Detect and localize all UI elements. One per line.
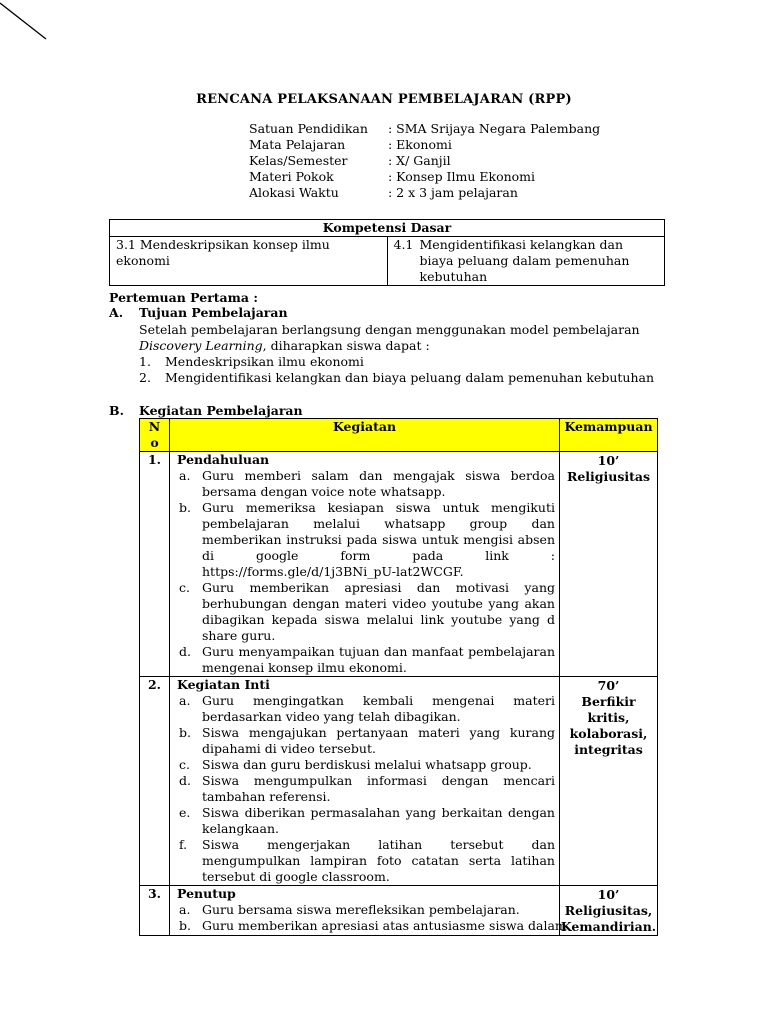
- list-item-number: 1.: [139, 354, 151, 369]
- list-item-text: Mendeskripsikan ilmu ekonomi: [165, 354, 364, 369]
- table-row: [140, 677, 658, 886]
- time-allocation: 10’: [597, 453, 620, 468]
- row-number: 3.: [140, 886, 170, 936]
- document-title: RENCANA PELAKSANAAN PEMBELAJARAN (RPP): [196, 92, 572, 107]
- identity-row: [249, 153, 600, 169]
- activity-item: a. Guru memberi salam dan mengajak siswa berdoa bersama dengan voice note whatsapp.: [179, 468, 555, 499]
- header-kemampuan: Kemampuan: [560, 419, 658, 452]
- list-item-text: Mengidentifikasi kelangkan dan biaya peluang dalam pemenuhan kebutuhan: [165, 370, 654, 385]
- header-kegiatan: Kegiatan: [170, 419, 560, 452]
- identity-label: Kelas/Semester: [249, 153, 348, 168]
- kompetensi-right-number: 4.1: [393, 237, 414, 252]
- row-number: 1.: [140, 452, 170, 677]
- identity-value: : X/ Ganjil: [388, 153, 451, 168]
- section-b-heading: [109, 403, 303, 418]
- section-a-marker: A.: [109, 305, 124, 320]
- identity-value: : Konsep Ilmu Ekonomi: [388, 169, 536, 184]
- time-allocation: 10’: [597, 887, 620, 902]
- skills-cell: [560, 452, 658, 677]
- phase-title: Pendahuluan: [177, 452, 270, 467]
- activity-cell: [170, 452, 560, 677]
- identity-row: [249, 121, 600, 137]
- kompetensi-left: 3.1 Mendeskripsikan konsep ilmu ekonomi: [110, 237, 388, 286]
- goal-intro-rest: , diharapkan siswa dapat :: [262, 338, 430, 353]
- identity-value: : Ekonomi: [388, 137, 452, 152]
- activity-item: b. Guru memberikan apresiasi atas antusiasme siswa dalam: [179, 918, 567, 933]
- identity-label: Mata Pelajaran: [249, 137, 346, 152]
- kompetensi-dasar-header: Kompetensi Dasar: [110, 220, 665, 237]
- section-a-heading: [109, 305, 288, 320]
- identity-row: [249, 137, 600, 153]
- identity-value: : 2 x 3 jam pelajaran: [388, 185, 518, 200]
- list-item: [139, 354, 654, 370]
- identity-row: [249, 169, 600, 185]
- identity-value: : SMA Srijaya Negara Palembang: [388, 121, 601, 136]
- kompetensi-right-text: Mengidentifikasi kelangkan dan biaya peluang dalam pemenuhan kebutuhan: [419, 237, 630, 284]
- identity-block: [249, 121, 600, 201]
- header-no: N o: [140, 419, 170, 452]
- activity-item: c. Guru memberikan apresiasi dan motivasi yang berhubungan dengan materi video youtube yang akan dibagikan kepada siswa melalui link youtube yang d share guru.: [179, 580, 555, 643]
- model-name: Discovery Learning: [139, 338, 263, 353]
- time-allocation: 70’: [597, 678, 620, 693]
- identity-label: Satuan Pendidikan: [249, 121, 368, 136]
- skill-label: Religiusitas,: [564, 903, 653, 918]
- section-a-title: Tujuan Pembelajaran: [139, 305, 288, 320]
- identity-row: [249, 185, 600, 201]
- table-row: [140, 886, 658, 936]
- activity-item: a. Guru bersama siswa merefleksikan pembelajaran.: [179, 902, 520, 917]
- skill-label: kolaborasi,: [569, 726, 648, 741]
- activity-item: c. Siswa dan guru berdiskusi melalui whatsapp group.: [179, 757, 532, 772]
- section-b-title: Kegiatan Pembelajaran: [139, 403, 303, 418]
- skill-label: integritas: [574, 742, 643, 757]
- list-item: [139, 370, 654, 386]
- goal-intro-line-2: [139, 338, 430, 354]
- activity-cell: [170, 677, 560, 886]
- activity-table: [139, 418, 658, 936]
- phase-title: Penutup: [177, 886, 236, 901]
- activity-item: b. Guru memeriksa kesiapan siswa untuk mengikuti pembelajaran melalui whatsapp group dan memberikan instruksi pada siswa untuk mengisi absen di google form pada link : https://forms.gle/d/1j3BNi_pU-lat2WCGF.: [179, 500, 555, 579]
- activity-item: f. Siswa mengerjakan latihan tersebut dan mengumpulkan lampiran foto catatan serta latihan tersebut di google classroom.: [179, 837, 555, 884]
- kompetensi-dasar-table: [109, 219, 665, 286]
- corner-fold-line: [0, 0, 60, 50]
- skill-label: Religiusitas: [566, 469, 651, 484]
- activity-item: b. Siswa mengajukan pertanyaan materi yang kurang dipahami di video tersebut.: [179, 725, 555, 756]
- activity-item: e. Siswa diberikan permasalahan yang berkaitan dengan kelangkaan.: [179, 805, 555, 836]
- skill-label: Berfikir: [581, 694, 636, 709]
- activity-cell: [170, 886, 567, 936]
- activity-item: d. Guru menyampaikan tujuan dan manfaat pembelajaran mengenai konsep ilmu ekonomi.: [179, 644, 555, 675]
- identity-label: Alokasi Waktu: [249, 185, 339, 200]
- phase-title: Kegiatan Inti: [177, 677, 270, 692]
- section-b-marker: B.: [109, 403, 124, 418]
- goal-list: [139, 354, 654, 386]
- skills-cell: [560, 886, 658, 936]
- goal-intro-line-1: Setelah pembelajaran berlangsung dengan menggunakan model pembelajaran: [139, 322, 640, 337]
- activity-item: a. Guru mengingatkan kembali mengenai materi berdasarkan video yang telah dibagikan.: [179, 693, 555, 724]
- table-row: [140, 452, 658, 677]
- skill-label: Kemandirian.: [560, 919, 657, 934]
- activity-item: d. Siswa mengumpulkan informasi dengan mencari tambahan referensi.: [179, 773, 555, 804]
- identity-label: Materi Pokok: [249, 169, 334, 184]
- row-number: 2.: [140, 677, 170, 886]
- kompetensi-right: [387, 237, 665, 286]
- skills-cell: [560, 677, 658, 886]
- skill-label: kritis,: [587, 710, 630, 725]
- meeting-heading: Pertemuan Pertama :: [109, 290, 258, 305]
- list-item-number: 2.: [139, 370, 151, 385]
